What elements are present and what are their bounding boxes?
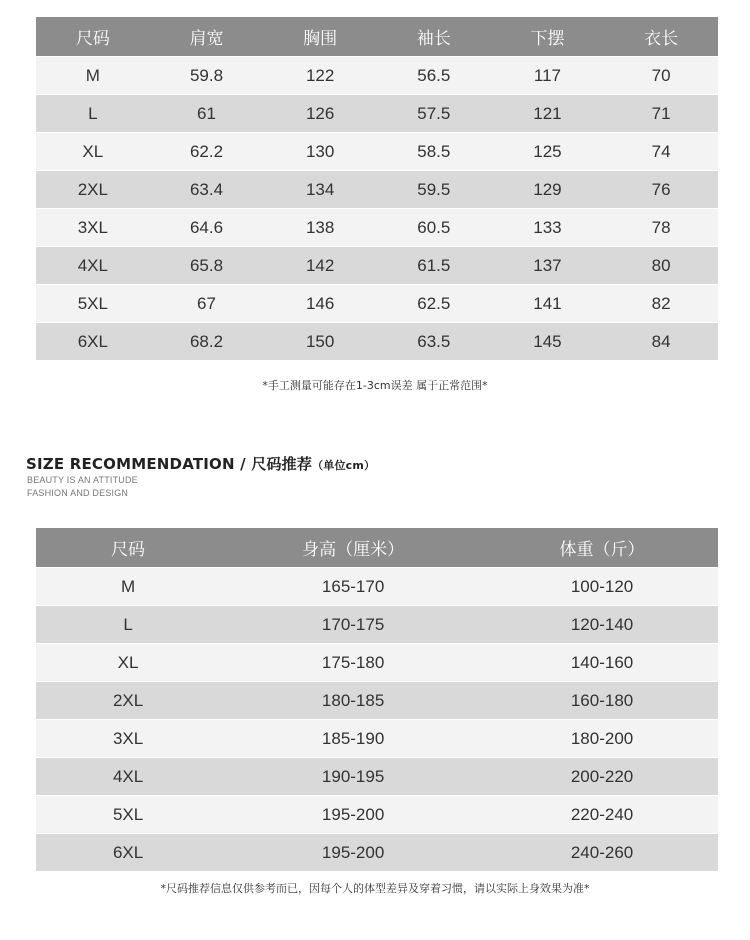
cell-chest: 126 <box>263 95 377 133</box>
cell-length: 80 <box>604 247 718 285</box>
cell-chest: 150 <box>263 323 377 361</box>
header-size: 尺码 <box>36 17 150 57</box>
cell-size: 3XL <box>36 209 150 247</box>
cell-shoulder: 59.8 <box>150 57 264 95</box>
recommendation-title <box>26 453 375 474</box>
cell-sleeve: 56.5 <box>377 57 491 95</box>
recommendation-subtitle-2: FASHION AND DESIGN <box>27 488 129 498</box>
cell-sleeve: 58.5 <box>377 133 491 171</box>
header-height: 身高（厘米） <box>220 528 486 568</box>
header-sleeve: 袖长 <box>377 17 491 57</box>
cell-shoulder: 67 <box>150 285 264 323</box>
cell-sleeve: 62.5 <box>377 285 491 323</box>
cell-sleeve: 60.5 <box>377 209 491 247</box>
cell-height: 190-195 <box>220 758 486 796</box>
measurements-table <box>36 17 718 360</box>
measurement-note: *手工测量可能存在1-3cm误差 属于正常范围* <box>262 379 488 392</box>
cell-height: 195-200 <box>220 834 486 872</box>
cell-chest: 138 <box>263 209 377 247</box>
cell-sleeve: 63.5 <box>377 323 491 361</box>
cell-size: 4XL <box>36 247 150 285</box>
cell-size: M <box>36 57 150 95</box>
cell-size: 3XL <box>36 720 220 758</box>
cell-size: L <box>36 95 150 133</box>
cell-size: 5XL <box>36 285 150 323</box>
table-row <box>36 133 718 171</box>
recommendation-title-text: SIZE RECOMMENDATION / 尺码推荐 <box>26 455 313 473</box>
table-row <box>36 720 718 758</box>
cell-chest: 142 <box>263 247 377 285</box>
table-row <box>36 285 718 323</box>
cell-size: XL <box>36 644 220 682</box>
table-row <box>36 682 718 720</box>
cell-chest: 122 <box>263 57 377 95</box>
cell-hem: 133 <box>491 209 605 247</box>
header-length: 衣长 <box>604 17 718 57</box>
table-header-row <box>36 528 718 568</box>
table-row <box>36 95 718 133</box>
recommendation-subtitle-1: BEAUTY IS AN ATTITUDE <box>27 475 138 485</box>
cell-sleeve: 59.5 <box>377 171 491 209</box>
cell-size: 2XL <box>36 682 220 720</box>
cell-sleeve: 57.5 <box>377 95 491 133</box>
header-hem: 下摆 <box>491 17 605 57</box>
cell-size: 6XL <box>36 834 220 872</box>
cell-chest: 130 <box>263 133 377 171</box>
header-chest: 胸围 <box>263 17 377 57</box>
table-row <box>36 568 718 606</box>
cell-weight: 200-220 <box>486 758 718 796</box>
cell-height: 195-200 <box>220 796 486 834</box>
table-row <box>36 171 718 209</box>
cell-weight: 240-260 <box>486 834 718 872</box>
cell-sleeve: 61.5 <box>377 247 491 285</box>
recommendation-note: *尺码推荐信息仅供参考而已，因每个人的体型差异及穿着习惯，请以实际上身效果为准* <box>160 882 590 895</box>
cell-height: 180-185 <box>220 682 486 720</box>
cell-shoulder: 61 <box>150 95 264 133</box>
cell-weight: 140-160 <box>486 644 718 682</box>
cell-hem: 121 <box>491 95 605 133</box>
cell-weight: 220-240 <box>486 796 718 834</box>
cell-weight: 180-200 <box>486 720 718 758</box>
cell-shoulder: 63.4 <box>150 171 264 209</box>
table-row <box>36 644 718 682</box>
cell-length: 82 <box>604 285 718 323</box>
cell-shoulder: 62.2 <box>150 133 264 171</box>
cell-size: XL <box>36 133 150 171</box>
cell-size: 2XL <box>36 171 150 209</box>
cell-shoulder: 65.8 <box>150 247 264 285</box>
cell-hem: 137 <box>491 247 605 285</box>
cell-size: 6XL <box>36 323 150 361</box>
cell-hem: 117 <box>491 57 605 95</box>
cell-length: 76 <box>604 171 718 209</box>
recommendation-table <box>36 528 718 871</box>
table-row <box>36 209 718 247</box>
cell-hem: 145 <box>491 323 605 361</box>
cell-height: 175-180 <box>220 644 486 682</box>
table-row <box>36 796 718 834</box>
recommendation-unit: （单位cm） <box>312 459 376 472</box>
cell-shoulder: 68.2 <box>150 323 264 361</box>
cell-size: 5XL <box>36 796 220 834</box>
cell-height: 165-170 <box>220 568 486 606</box>
table-header-row <box>36 17 718 57</box>
cell-chest: 134 <box>263 171 377 209</box>
header-weight: 体重（斤） <box>486 528 718 568</box>
cell-length: 74 <box>604 133 718 171</box>
cell-hem: 129 <box>491 171 605 209</box>
cell-shoulder: 64.6 <box>150 209 264 247</box>
table-row <box>36 606 718 644</box>
cell-hem: 141 <box>491 285 605 323</box>
table-row <box>36 57 718 95</box>
cell-size: M <box>36 568 220 606</box>
table-row <box>36 323 718 361</box>
table-row <box>36 758 718 796</box>
header-size: 尺码 <box>36 528 220 568</box>
cell-height: 185-190 <box>220 720 486 758</box>
cell-size: 4XL <box>36 758 220 796</box>
cell-length: 71 <box>604 95 718 133</box>
cell-size: L <box>36 606 220 644</box>
header-shoulder: 肩宽 <box>150 17 264 57</box>
cell-chest: 146 <box>263 285 377 323</box>
cell-hem: 125 <box>491 133 605 171</box>
cell-length: 70 <box>604 57 718 95</box>
cell-weight: 160-180 <box>486 682 718 720</box>
cell-length: 84 <box>604 323 718 361</box>
cell-weight: 100-120 <box>486 568 718 606</box>
table-row <box>36 247 718 285</box>
table-row <box>36 834 718 872</box>
cell-length: 78 <box>604 209 718 247</box>
cell-height: 170-175 <box>220 606 486 644</box>
cell-weight: 120-140 <box>486 606 718 644</box>
